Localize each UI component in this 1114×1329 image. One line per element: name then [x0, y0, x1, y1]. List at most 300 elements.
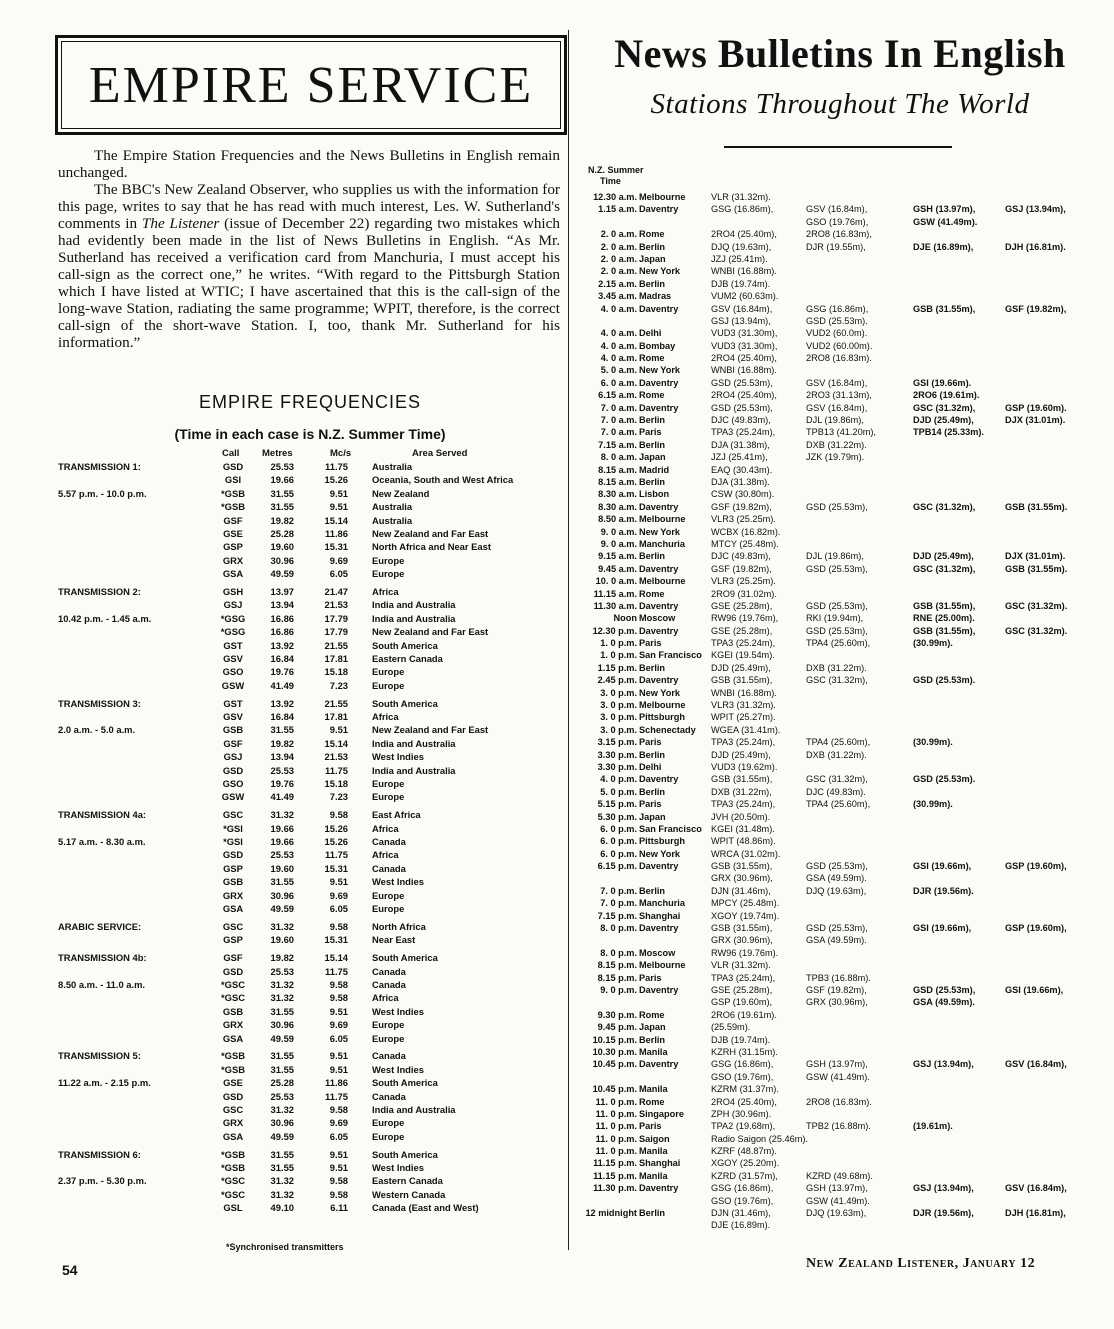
area-served: Europe — [372, 777, 405, 789]
frequency-row — [58, 966, 568, 979]
bulletin-place: New York — [639, 266, 681, 277]
station-3: GSJ (13.94m), — [913, 1183, 974, 1194]
station-1: GSG (16.86m), — [711, 204, 774, 215]
megacycles: 21.55 — [324, 697, 348, 709]
metres: 31.32 — [270, 1175, 294, 1187]
station-1: DJA (31.38m), — [711, 439, 770, 450]
station-2: DXB (31.22m). — [806, 749, 867, 760]
bulletin-row — [580, 402, 1100, 414]
frequency-row — [58, 1077, 568, 1090]
area-served: New Zealand and Far East — [372, 527, 489, 539]
station-3: DJR (19.56m). — [913, 885, 974, 896]
area-served: West Indies — [372, 1162, 424, 1174]
call-sign: GSD — [222, 965, 244, 977]
bulletin-place: Berlin — [639, 476, 666, 487]
station-1: DJE (16.89m). — [711, 1220, 771, 1231]
bulletin-place: Pittsburgh — [639, 712, 685, 723]
megacycles: 21.53 — [324, 751, 348, 763]
bulletin-place: Daventry — [639, 501, 679, 512]
call-sign: GSE — [223, 1077, 243, 1089]
station-2: DJR (19.55m), — [806, 241, 866, 252]
station-3: GSC (31.32m), — [913, 402, 976, 413]
bulletin-time: 11. 0 p.m. — [595, 1096, 637, 1107]
call-sign: GSB — [222, 1005, 244, 1017]
call-sign: *GSI — [223, 836, 243, 848]
bulletin-time: 4. 0 a.m. — [600, 328, 637, 339]
frequency-row — [58, 653, 568, 666]
station-2: DXB (31.22m). — [806, 439, 867, 450]
bulletin-row — [580, 910, 1100, 922]
transmission-label: TRANSMISSION 1: — [58, 461, 141, 472]
megacycles: 9.51 — [329, 876, 348, 888]
frequency-row — [58, 680, 568, 693]
call-sign: GSA — [222, 568, 244, 580]
bulletin-row — [580, 835, 1100, 847]
frequency-row — [58, 751, 568, 764]
bulletin-place: Berlin — [639, 786, 666, 797]
intro-text — [58, 147, 560, 351]
bulletin-place: Berlin — [639, 278, 666, 289]
bulletin-time: 2. 0 a.m. — [600, 229, 637, 240]
bulletin-row — [580, 699, 1100, 711]
bulletin-row — [580, 563, 1100, 575]
area-served: New Zealand and Far East — [372, 626, 489, 638]
station-1: WNBI (16.88m). — [711, 266, 777, 277]
station-3: (30.99m). — [913, 737, 953, 748]
station-2: GSO (19.76m), — [806, 216, 869, 227]
bulletin-row — [580, 538, 1100, 550]
station-1: VLR3 (31.32m). — [711, 700, 776, 711]
metres: 19.60 — [270, 541, 294, 553]
area-served: West Indies — [372, 876, 424, 888]
bulletin-time: 9.45 a.m. — [598, 563, 637, 574]
bulletin-place: Melbourne — [639, 960, 686, 971]
call-sign: GST — [223, 639, 243, 651]
bulletin-place: Rome — [639, 390, 665, 401]
call-sign: *GSG — [220, 626, 246, 638]
metres: 31.55 — [270, 1005, 294, 1017]
page-number: 54 — [62, 1262, 78, 1278]
area-served: Western Canada — [372, 1188, 446, 1200]
megacycles: 15.31 — [324, 541, 348, 553]
bulletin-place: Berlin — [639, 1208, 666, 1219]
metres: 31.32 — [270, 978, 294, 990]
station-2: DJC (49.83m). — [806, 786, 866, 797]
call-sign: GST — [223, 697, 243, 709]
station-2: 2RO8 (16.83m). — [806, 353, 872, 364]
call-sign: GSD — [222, 764, 244, 776]
station-1: 2RO9 (31.02m). — [711, 588, 777, 599]
megacycles: 15.14 — [324, 952, 348, 964]
bulletin-place: New York — [639, 848, 681, 859]
frequency-row — [58, 488, 568, 501]
bulletin-time: 7. 0 p.m. — [600, 885, 637, 896]
bulletin-place: Delhi — [639, 761, 662, 772]
bulletin-row — [580, 451, 1100, 463]
call-sign: GSD — [222, 461, 244, 472]
bulletin-time: 6. 0 p.m. — [600, 823, 637, 834]
bulletin-time: 5. 0 p.m. — [600, 786, 637, 797]
metres: 31.32 — [270, 920, 294, 932]
station-1: WRCA (31.02m). — [711, 848, 781, 859]
bulletins-header-line-1: N.Z. Summer — [588, 165, 644, 175]
bulletin-row — [580, 1046, 1100, 1058]
frequency-row — [58, 613, 568, 626]
frequency-row — [58, 836, 568, 849]
megacycles: 21.55 — [324, 639, 348, 651]
bulletin-time: 2.15 a.m. — [598, 278, 637, 289]
station-1: WCBX (16.82m). — [711, 526, 781, 537]
megacycles: 9.69 — [329, 554, 348, 566]
station-3: GSD (25.53m), — [913, 985, 976, 995]
bulletin-time: 10.30 p.m. — [592, 1046, 637, 1057]
bulletin-place: Daventry — [639, 204, 679, 215]
megacycles: 6.05 — [329, 1032, 348, 1044]
frequencies-column-headers — [210, 448, 570, 461]
station-1: GSG (16.86m), — [711, 1183, 774, 1194]
transmission-time: 11.22 a.m. - 2.15 p.m. — [58, 1077, 151, 1089]
metres: 41.49 — [270, 679, 294, 691]
bulletin-place: Daventry — [639, 402, 679, 413]
bulletin-place: Saigon — [639, 1133, 670, 1144]
call-sign: *GSC — [221, 1188, 245, 1200]
area-served: Canada — [372, 1050, 406, 1062]
bulletin-time: 11. 0 p.m. — [595, 1108, 637, 1119]
bulletin-row — [580, 488, 1100, 500]
station-3: GSB (31.55m), — [913, 600, 976, 611]
bulletin-place: Singapore — [639, 1108, 684, 1119]
megacycles: 9.51 — [329, 501, 348, 513]
area-served: New Zealand and Far East — [372, 724, 489, 736]
station-2: TPB13 (41.20m), — [806, 427, 876, 438]
frequency-row — [58, 461, 568, 474]
station-2: DJQ (19.63m), — [806, 885, 867, 896]
call-sign: *GSB — [221, 487, 245, 499]
station-4: DJH (16.81m). — [1005, 241, 1066, 252]
station-1: GSE (25.28m), — [711, 600, 773, 611]
station-1: TPA3 (25.24m), — [711, 972, 776, 983]
area-served: Canada (East and West) — [372, 1202, 479, 1214]
bulletin-row — [580, 265, 1100, 277]
station-1: VUD3 (31.30m), — [711, 340, 778, 351]
station-2: 2RO3 (31.13m), — [806, 390, 872, 401]
call-sign: GSB — [222, 876, 244, 888]
bulletin-time: 9. 0 a.m. — [600, 538, 637, 549]
bulletin-row — [580, 464, 1100, 476]
call-sign: GSC — [222, 809, 244, 821]
call-sign: GSA — [222, 1130, 244, 1142]
bulletin-row — [580, 1195, 1100, 1207]
station-4: GSP (19.60m), — [1005, 923, 1067, 934]
bulletin-place: Daventry — [639, 1183, 679, 1194]
bulletin-row — [580, 897, 1100, 909]
station-1: GSJ (13.94m), — [711, 315, 771, 326]
metres: 49.59 — [270, 568, 294, 580]
bulletin-row — [580, 1207, 1100, 1219]
station-2: 2RO8 (16.83m), — [806, 229, 872, 240]
bulletin-row — [580, 649, 1100, 661]
bulletin-place: New York — [639, 365, 681, 376]
call-sign: GSA — [222, 903, 244, 914]
station-2: GSD (25.53m), — [806, 600, 868, 611]
bulletin-time: 11. 0 p.m. — [595, 1121, 637, 1132]
bulletin-row — [580, 364, 1100, 376]
station-2: TPA4 (25.60m), — [806, 638, 871, 649]
station-1: 2RO4 (25.40m), — [711, 353, 777, 364]
station-1: JZJ (25.41m). — [711, 253, 768, 264]
metres: 31.55 — [270, 724, 294, 736]
megacycles: 17.81 — [324, 652, 348, 664]
call-sign: *GSC — [221, 1175, 245, 1187]
station-1: GSF (19.82m), — [711, 501, 772, 512]
frequency-row — [58, 1050, 568, 1063]
station-3: GSI (19.66m), — [913, 923, 972, 934]
station-1: WPIT (48.86m). — [711, 836, 776, 847]
bulletin-time: 8. 0 p.m. — [600, 947, 637, 958]
intro-paragraph-2-end: (issue of December 22) regarding two mistakes which had evidently been made in the list of News Bulletins in English. “As Mr. Sutherland has received a verification card from Manchuria, I must accept his call-sign as the correct one,” he writes. “With regard to the Pittsburgh Station which I have listed at WTIC; I have ascertained that this is the call-sign of the long-wave Station, radiating the same programme; WPIT, therefore, is the correct call-sign of the short-wave Station. I, too, thank Mr. Sutherland for his information.” — [58, 215, 560, 351]
intro-paragraph-2 — [58, 181, 560, 351]
station-4: DJX (31.01m). — [1005, 551, 1066, 562]
bulletin-place: Melbourne — [639, 576, 686, 587]
station-2: KZRD (49.68m). — [806, 1170, 873, 1181]
bulletin-place: Manila — [639, 1046, 668, 1057]
bulletin-row — [580, 959, 1100, 971]
bulletin-time: 8.30 a.m. — [598, 489, 637, 500]
metres: 19.66 — [270, 474, 294, 486]
area-served: Near East — [372, 934, 416, 946]
bulletin-place: Lisbon — [639, 489, 670, 500]
station-2: DJQ (19.63m), — [806, 1208, 867, 1219]
metres: 31.55 — [270, 501, 294, 513]
frequency-row — [58, 724, 568, 737]
bulletin-place: Daventry — [639, 675, 679, 686]
station-2: GSD (25.53m), — [806, 625, 868, 636]
bulletin-time: 5.30 p.m. — [597, 811, 637, 822]
area-served: Africa — [372, 992, 399, 1004]
bulletin-time: 10.45 p.m. — [592, 1059, 637, 1070]
bulletin-place: Japan — [639, 452, 666, 463]
station-1: VLR (31.32m). — [711, 960, 771, 971]
area-served: Europe — [372, 1117, 405, 1129]
call-sign: GSO — [222, 666, 244, 678]
call-sign: GSE — [223, 527, 243, 539]
station-2: VUD2 (60.00m). — [806, 340, 873, 351]
column-header-metres: Metres — [262, 448, 293, 459]
intro-paragraph-2-start: The BBC's New Zealand Observer, who supplies us with the information for this page, writes to say that he has read with much interest, Les. W. Sutherland's comments in — [58, 181, 560, 232]
metres: 19.76 — [270, 666, 294, 678]
bulletin-place: Moscow — [639, 947, 676, 958]
station-1: GSB (31.55m), — [711, 861, 773, 872]
intro-magazine-name: The Listener — [141, 215, 220, 232]
call-sign: *GSG — [220, 612, 246, 624]
station-1: DJB (19.74m). — [711, 278, 771, 289]
bulletin-row — [580, 340, 1100, 352]
title-rule — [724, 146, 952, 148]
station-4: GSI (19.66m), — [1005, 985, 1064, 995]
call-sign: GSD — [222, 849, 244, 861]
megacycles: 9.51 — [329, 1050, 348, 1062]
area-served: India and Australia — [372, 1103, 456, 1115]
bulletin-time: 11.15 p.m. — [593, 1170, 637, 1181]
bulletin-row — [580, 823, 1100, 835]
station-1: WNBI (16.88m). — [711, 687, 777, 698]
bulletin-row — [580, 228, 1100, 240]
station-1: DJA (31.38m). — [711, 476, 770, 487]
station-2: GSW (41.49m). — [806, 1195, 870, 1206]
station-1: GSF (19.82m), — [711, 563, 772, 574]
station-2: VUD2 (60.0m). — [806, 328, 868, 339]
area-served: Canada — [372, 978, 406, 990]
station-3: DJD (25.49m), — [913, 551, 974, 562]
area-served: South America — [372, 1148, 438, 1160]
area-served: Europe — [372, 903, 405, 914]
area-served: Africa — [372, 586, 399, 598]
area-served: Europe — [372, 1019, 405, 1031]
bulletin-place: Daventry — [639, 923, 679, 934]
transmission-label: TRANSMISSION 2: — [58, 586, 141, 598]
transmission-group — [58, 1149, 568, 1216]
frequency-row — [58, 698, 568, 711]
station-1: KZRM (31.37m). — [711, 1084, 779, 1095]
bulletin-row — [580, 414, 1100, 426]
bulletin-time: 9. 0 p.m. — [600, 985, 637, 995]
area-served: South America — [372, 639, 438, 651]
megacycles: 15.18 — [324, 666, 348, 678]
station-4: GSV (16.84m), — [1005, 1059, 1067, 1070]
station-1: XGOY (25.20m). — [711, 1158, 780, 1169]
bulletin-place: Daventry — [639, 774, 679, 785]
transmission-time: 8.50 a.m. - 11.0 a.m. — [58, 978, 146, 990]
bulletin-row — [580, 749, 1100, 761]
bulletin-place: Japan — [639, 811, 666, 822]
station-1: GRX (30.96m), — [711, 873, 773, 884]
bulletin-time: 3. 0 p.m. — [600, 712, 637, 723]
station-2: GSD (25.53m), — [806, 861, 868, 872]
frequency-row — [58, 1131, 568, 1144]
bulletin-time: 6. 0 p.m. — [600, 848, 637, 859]
call-sign: GRX — [222, 554, 244, 566]
frequency-row — [58, 568, 568, 581]
station-4: GSP (19.60m). — [1005, 402, 1067, 413]
bulletin-row — [580, 1219, 1100, 1231]
station-1: XGOY (19.74m). — [711, 910, 780, 921]
station-1: TPA3 (25.24m), — [711, 427, 776, 438]
metres: 31.55 — [270, 1148, 294, 1160]
area-served: Europe — [372, 791, 405, 803]
metres: 25.53 — [270, 849, 294, 861]
bulletin-time: 8.15 p.m. — [597, 972, 637, 983]
megacycles: 9.51 — [329, 1063, 348, 1075]
frequency-row — [58, 934, 568, 947]
frequency-row — [58, 666, 568, 679]
bulletin-row — [580, 303, 1100, 315]
bulletin-time: 5. 0 a.m. — [600, 365, 637, 376]
bulletin-place: Rome — [639, 229, 665, 240]
megacycles: 7.23 — [329, 679, 348, 691]
megacycles: 9.51 — [329, 1005, 348, 1017]
column-header-call: Call — [222, 448, 240, 459]
transmission-time: 10.42 p.m. - 1.45 a.m. — [58, 612, 152, 624]
station-1: DJC (49.83m), — [711, 415, 771, 426]
station-1: CSW (30.80m). — [711, 489, 775, 500]
call-sign: GSD — [222, 1090, 244, 1102]
bulletin-row — [580, 996, 1100, 1008]
transmission-label: ARABIC SERVICE: — [58, 920, 142, 932]
megacycles: 15.31 — [324, 934, 348, 946]
station-2: TPA4 (25.60m), — [806, 737, 871, 748]
bulletin-place: Japan — [639, 253, 666, 264]
area-served: South America — [372, 697, 438, 709]
transmission-label: TRANSMISSION 5: — [58, 1050, 141, 1062]
bulletin-place: Manchuria — [639, 538, 685, 549]
bulletin-time: 11. 0 p.m. — [595, 1146, 637, 1157]
frequency-row — [58, 1033, 568, 1046]
frequency-row — [58, 1006, 568, 1019]
bulletin-place: Paris — [639, 1121, 662, 1132]
station-1: TPA3 (25.24m), — [711, 638, 776, 649]
bulletin-time: 3. 0 p.m. — [600, 700, 637, 711]
bulletin-place: Berlin — [639, 749, 666, 760]
bulletin-time: 12.30 p.m. — [592, 625, 637, 636]
bulletin-time: 9.15 a.m. — [598, 551, 637, 562]
area-served: India and Australia — [372, 737, 456, 749]
station-1: GSP (19.60m), — [711, 997, 773, 1008]
bulletin-row — [580, 588, 1100, 600]
bulletins-column-header — [588, 165, 644, 187]
frequency-row — [58, 1019, 568, 1032]
bulletin-place: Daventry — [639, 303, 679, 314]
area-served: North Africa and Near East — [372, 541, 491, 553]
transmission-group — [58, 921, 568, 948]
bulletin-place: Manila — [639, 1146, 668, 1157]
bulletin-time: 11. 0 p.m. — [595, 1133, 637, 1144]
metres: 31.55 — [270, 1050, 294, 1062]
station-1: GSD (25.53m), — [711, 402, 773, 413]
bulletin-time: 7. 0 p.m. — [600, 898, 637, 909]
metres: 19.60 — [270, 934, 294, 946]
bulletin-time: 3.15 p.m. — [597, 737, 637, 748]
bulletin-row — [580, 885, 1100, 897]
area-served: North Africa — [372, 920, 426, 932]
bulletin-place: San Francisco — [639, 650, 702, 661]
call-sign: *GSB — [221, 1148, 245, 1160]
station-1: JZJ (25.41m), — [711, 452, 768, 463]
station-1: GSO (19.76m), — [711, 1195, 774, 1206]
call-sign: GSP — [223, 934, 243, 946]
station-2: TPB3 (16.88m). — [806, 972, 871, 983]
bulletin-time: 9.30 p.m. — [597, 1009, 637, 1020]
bulletin-row — [580, 724, 1100, 736]
bulletin-place: Madrid — [639, 464, 670, 475]
station-2: GSF (19.82m), — [806, 985, 867, 995]
station-2: GSA (49.59m). — [806, 935, 867, 946]
station-1: GSO (19.76m), — [711, 1071, 774, 1082]
bulletin-row — [580, 848, 1100, 860]
area-served: West Indies — [372, 1005, 424, 1017]
megacycles: 11.75 — [325, 764, 348, 776]
area-served: South America — [372, 1077, 438, 1089]
bulletin-time: 11.15 a.m. — [593, 588, 637, 599]
bulletin-place: Melbourne — [639, 514, 686, 525]
bulletin-row — [580, 526, 1100, 538]
station-2: DJL (19.86m), — [806, 415, 864, 426]
transmission-time: 2.0 a.m. - 5.0 a.m. — [58, 724, 136, 736]
bulletins-subtitle: Stations Throughout The World — [650, 88, 1030, 120]
bulletin-time: 3. 0 p.m. — [600, 724, 637, 735]
station-1: TPA3 (25.24m), — [711, 799, 776, 810]
station-2: GSG (16.86m), — [806, 303, 869, 314]
bulletin-time: 1.15 a.m. — [598, 204, 637, 215]
